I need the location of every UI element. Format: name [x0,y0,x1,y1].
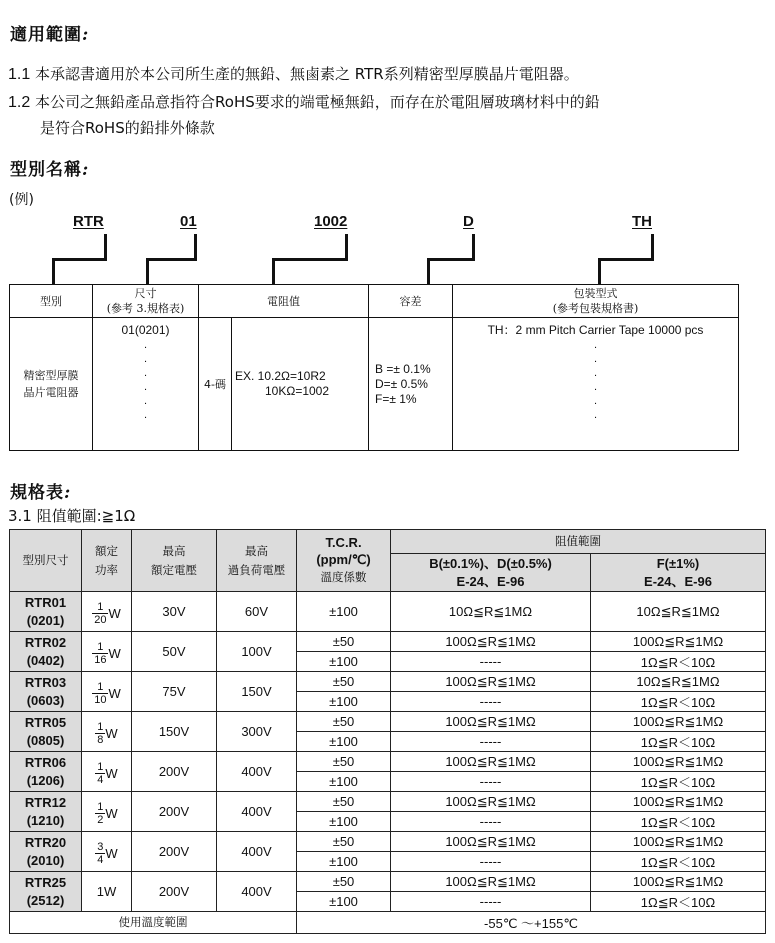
range-f-cell: 1Ω≦R＜10Ω [591,852,766,872]
header-bd [391,554,591,592]
model-name: RTR20 [24,834,67,850]
spec-table-body [10,592,766,912]
overload-voltage-cell: 400V [217,792,297,832]
model-name: RTR25 [24,874,67,890]
range-f-cell: 1Ω≦R＜10Ω [591,892,766,912]
tcr-cell: ±50 [297,752,391,772]
model-cell [10,712,82,752]
section1-title-text: 適用範圍 [10,25,82,45]
footer-temp-label: 使用溫度範圍 [10,912,297,934]
cell-tolerance [369,318,453,451]
tcr-cell: ±50 [297,832,391,852]
section3-title-colon: : [64,483,72,503]
overload-voltage-cell: 300V [217,712,297,752]
fraction [95,841,105,866]
section3-title [10,478,71,503]
power-cell [82,792,132,832]
code-series: RTR [73,213,104,230]
power-value: 1W [96,884,117,899]
power-unit: W [108,645,121,661]
header-f-line1: F(±1%) [656,555,700,571]
power-unit: W [108,605,121,621]
power-cell [82,872,132,912]
model-size: (0201) [26,612,65,628]
range-bd-cell: 100Ω≦R≦1MΩ [391,752,591,772]
power-unit: W [105,805,118,821]
dot: . [593,339,598,351]
model-cell [10,592,82,632]
fraction-numerator: 1 [92,601,108,614]
tcr-cell: ±50 [297,792,391,812]
connector-series-h [52,258,107,261]
dot: . [593,367,598,379]
connector-tolerance-h [427,258,475,261]
dot: . [143,409,148,421]
dot: . [593,353,598,365]
header-packaging-line2: (參考包裝規格書) [552,302,639,315]
range-f-cell: 10Ω≦R≦1MΩ [591,592,766,632]
power-unit: W [105,765,118,781]
connector-packaging-v [598,258,601,284]
connector-resistance [345,234,348,261]
header-power-line2: 功率 [95,562,118,577]
model-cell [10,672,82,712]
range-bd-cell: ----- [391,812,591,832]
code-tolerance: D [463,213,474,230]
model-cell [10,832,82,872]
power-fraction [92,601,121,626]
item-1-2-continued: 是符合RoHS的鉛排外條款 [40,119,215,137]
rated-voltage-cell: 30V [132,592,217,632]
range-f-cell: 100Ω≦R≦1MΩ [591,712,766,732]
header-size [93,285,199,318]
header-rated-voltage [132,530,217,592]
section1-title-colon: : [82,25,90,45]
range-bd-cell: 100Ω≦R≦1MΩ [391,872,591,892]
rated-voltage-cell: 150V [132,712,217,752]
range-f-cell: 1Ω≦R＜10Ω [591,812,766,832]
header-tcr [297,530,391,592]
type-table-header [10,285,739,318]
overload-voltage-cell: 60V [217,592,297,632]
tcr-cell: ±50 [297,672,391,692]
power-fraction [95,721,117,746]
dot: . [593,395,598,407]
header-power-line1: 額定 [95,543,118,558]
tol-f: F=± 1% [375,391,417,406]
header-volt-line1: 最高 [162,543,186,558]
header-type-size: 型別尺寸 [10,530,82,592]
model-name: RTR03 [24,674,67,690]
code-size: 01 [180,213,197,230]
range-f-cell: 100Ω≦R≦1MΩ [591,792,766,812]
range-f-cell: 1Ω≦R＜10Ω [591,692,766,712]
section1-title [10,20,89,45]
range-bd-cell: ----- [391,692,591,712]
fraction [95,801,105,826]
tcr-cell: ±100 [297,592,391,632]
fraction [95,721,105,746]
rated-voltage-cell: 200V [132,872,217,912]
rated-voltage-cell: 50V [132,632,217,672]
range-f-cell: 100Ω≦R≦1MΩ [591,752,766,772]
dot: . [593,381,598,393]
section2-title-colon: : [82,160,90,180]
connector-packaging [651,234,654,261]
range-f-cell: 10Ω≦R≦1MΩ [591,672,766,692]
power-unit: W [108,685,121,701]
size-value: 01(0201) [121,323,170,337]
dot: . [143,367,148,379]
range-f-cell: 100Ω≦R≦1MΩ [591,832,766,852]
header-size-line2: (參考 3.規格表) [106,302,185,315]
tcr-cell: ±50 [297,872,391,892]
header-range: 阻值範圍 [391,530,766,554]
model-cell [10,872,82,912]
dot: . [593,409,598,421]
section2-title [10,155,89,180]
model-size: (2512) [26,892,65,908]
fraction-numerator: 1 [97,760,104,773]
tcr-cell: ±100 [297,772,391,792]
range-f-cell: 100Ω≦R≦1MΩ [591,872,766,892]
type-designation-table [9,284,739,451]
header-over-line1: 最高 [245,543,268,558]
power-cell [82,672,132,712]
dot: . [143,339,148,351]
dot: . [143,395,148,407]
header-f [591,554,766,592]
power-unit: W [105,725,118,741]
power-fraction [92,641,121,666]
spec-row [10,752,766,772]
model-size: (2010) [26,852,65,868]
connector-packaging-h [598,258,654,261]
fraction-numerator: 3 [97,840,104,853]
model-name: RTR05 [24,714,67,730]
spec-footer-row [10,912,766,934]
section3-title-text: 規格表 [10,483,64,503]
spec-row [10,672,766,692]
spec-table [9,529,766,934]
header-packaging [453,285,739,318]
section2-title-text: 型別名稱 [10,160,82,180]
packaging-value: TH：2 mm Pitch Carrier Tape 10000 pcs [487,323,704,337]
tol-b: B =± 0.1% [375,361,431,376]
type-table-body [10,318,739,451]
connector-tolerance-v [427,258,430,284]
power-fraction [95,761,117,786]
fraction-denominator: 4 [97,853,104,866]
spec-row [10,792,766,812]
connector-size-h [146,258,197,261]
fraction-denominator: 20 [94,613,107,626]
tcr-cell: ±100 [297,652,391,672]
item-1-2 [8,91,600,112]
power-cell [82,712,132,752]
section3-subtitle: 3.1 阻值範圍:≧1Ω [8,507,136,525]
header-size-line1: 尺寸 [134,287,157,300]
fraction [92,601,108,626]
spec-row [10,872,766,892]
range-bd-cell: 10Ω≦R≦1MΩ [391,592,591,632]
tcr-cell: ±100 [297,812,391,832]
connector-series [104,234,107,261]
header-tcr-line1: T.C.R. [325,535,362,550]
range-f-cell: 1Ω≦R＜10Ω [591,652,766,672]
cell-packaging [453,318,739,451]
model-size: (0402) [26,652,65,668]
footer-temp-value: -55℃ ～+155℃ [297,912,766,934]
rated-voltage-cell: 75V [132,672,217,712]
tcr-cell: ±50 [297,712,391,732]
model-cell [10,752,82,792]
overload-voltage-cell: 100V [217,632,297,672]
range-bd-cell: ----- [391,652,591,672]
header-packaging-line1: 包裝型式 [573,287,618,300]
range-f-cell: 100Ω≦R≦1MΩ [591,632,766,652]
item-1-1 [8,63,579,84]
tol-d: D=± 0.5% [375,376,428,391]
header-tcr-line2: (ppm/℃) [316,552,371,567]
fraction-numerator: 1 [92,681,108,694]
connector-size-v [146,258,149,284]
tcr-cell: ±100 [297,732,391,752]
dot: . [143,381,148,393]
cell-size [93,318,199,451]
model-cell [10,632,82,672]
range-bd-cell: 100Ω≦R≦1MΩ [391,712,591,732]
power-fraction [95,801,117,826]
model-size: (1206) [26,772,65,788]
connector-tolerance [472,234,475,261]
res-example-1: EX. 10.2Ω=10R2 [235,369,326,383]
connector-resistance-v [272,258,275,284]
item-1-1-text: 本承認書適用於本公司所生產的無鉛、無鹵素之 RTR系列精密型厚膜晶片電阻器。 [35,65,579,83]
tcr-cell: ±100 [297,852,391,872]
rated-voltage-cell: 200V [132,832,217,872]
header-power [82,530,132,592]
range-bd-cell: ----- [391,772,591,792]
power-cell [82,592,132,632]
fraction-numerator: 1 [97,720,104,733]
spec-row [10,712,766,732]
power-cell [82,752,132,792]
model-size: (0805) [26,732,65,748]
rated-voltage-cell: 200V [132,792,217,832]
header-volt-line2: 額定電壓 [151,562,197,577]
range-bd-cell: ----- [391,892,591,912]
power-fraction [92,681,121,706]
fraction-numerator: 1 [92,641,108,654]
fraction [95,761,105,786]
code-packaging: TH [632,213,652,230]
item-1-1-number: 1.1 [8,66,31,83]
spec-row [10,632,766,652]
overload-voltage-cell: 400V [217,872,297,912]
range-bd-cell: ----- [391,852,591,872]
spec-row [10,592,766,632]
type-line2: 晶片電阻器 [23,386,79,399]
range-bd-cell: 100Ω≦R≦1MΩ [391,792,591,812]
range-bd-cell: 100Ω≦R≦1MΩ [391,832,591,852]
model-cell [10,792,82,832]
fraction-denominator: 2 [97,813,104,826]
range-bd-cell: 100Ω≦R≦1MΩ [391,672,591,692]
dot: . [143,353,148,365]
connector-size [194,234,197,261]
fraction-denominator: 8 [97,733,104,746]
connector-series-v [52,258,55,284]
header-f-line2: E-24、E-96 [644,573,712,589]
model-name: RTR01 [24,594,67,610]
power-cell [82,632,132,672]
overload-voltage-cell: 150V [217,672,297,712]
model-name: RTR06 [24,754,67,770]
cell-res-example [232,318,369,451]
code-resistance: 1002 [314,213,348,230]
power-cell [82,832,132,872]
tcr-cell: ±100 [297,892,391,912]
power-fraction [95,841,117,866]
model-name: RTR12 [24,794,67,810]
spec-row [10,832,766,852]
model-name: RTR02 [24,634,67,650]
tcr-cell: ±50 [297,632,391,652]
overload-voltage-cell: 400V [217,752,297,792]
fraction-denominator: 16 [94,653,107,666]
fraction [92,641,108,666]
header-tcr-line3: 溫度係數 [320,570,367,584]
range-bd-cell: 100Ω≦R≦1MΩ [391,632,591,652]
item-1-2-text: 本公司之無鉛產品意指符合RoHS要求的端電極無鉛，而存在於電阻層玻璃材料中的鉛 [35,93,600,111]
item-1-2-number: 1.2 [8,94,31,111]
header-bd-line2: E-24、E-96 [456,573,525,589]
header-resistance: 電阻值 [199,285,369,318]
fraction-denominator: 10 [94,693,107,706]
header-bd-line1: B(±0.1%)、D(±0.5%) [429,555,552,571]
header-type: 型別 [10,285,93,318]
cell-type [10,318,93,451]
tcr-cell: ±100 [297,692,391,712]
fraction-denominator: 4 [97,773,104,786]
type-line1: 精密型厚膜 [23,369,79,382]
cell-res-code: 4-碼 [199,318,232,451]
header-overload-voltage [217,530,297,592]
overload-voltage-cell: 400V [217,832,297,872]
spec-header-row-1 [10,530,766,554]
range-f-cell: 1Ω≦R＜10Ω [591,772,766,792]
fraction-numerator: 1 [97,800,104,813]
fraction [92,681,108,706]
power-unit: W [105,845,118,861]
header-over-line2: 過負荷電壓 [227,562,286,577]
model-size: (0603) [26,692,65,708]
header-tolerance: 容差 [369,285,453,318]
res-example-2: 10KΩ=1002 [265,384,330,398]
range-f-cell: 1Ω≦R＜10Ω [591,732,766,752]
range-bd-cell: ----- [391,732,591,752]
connector-resistance-h [272,258,348,261]
model-size: (1210) [26,812,65,828]
rated-voltage-cell: 200V [132,752,217,792]
example-label: (例) [9,192,34,208]
